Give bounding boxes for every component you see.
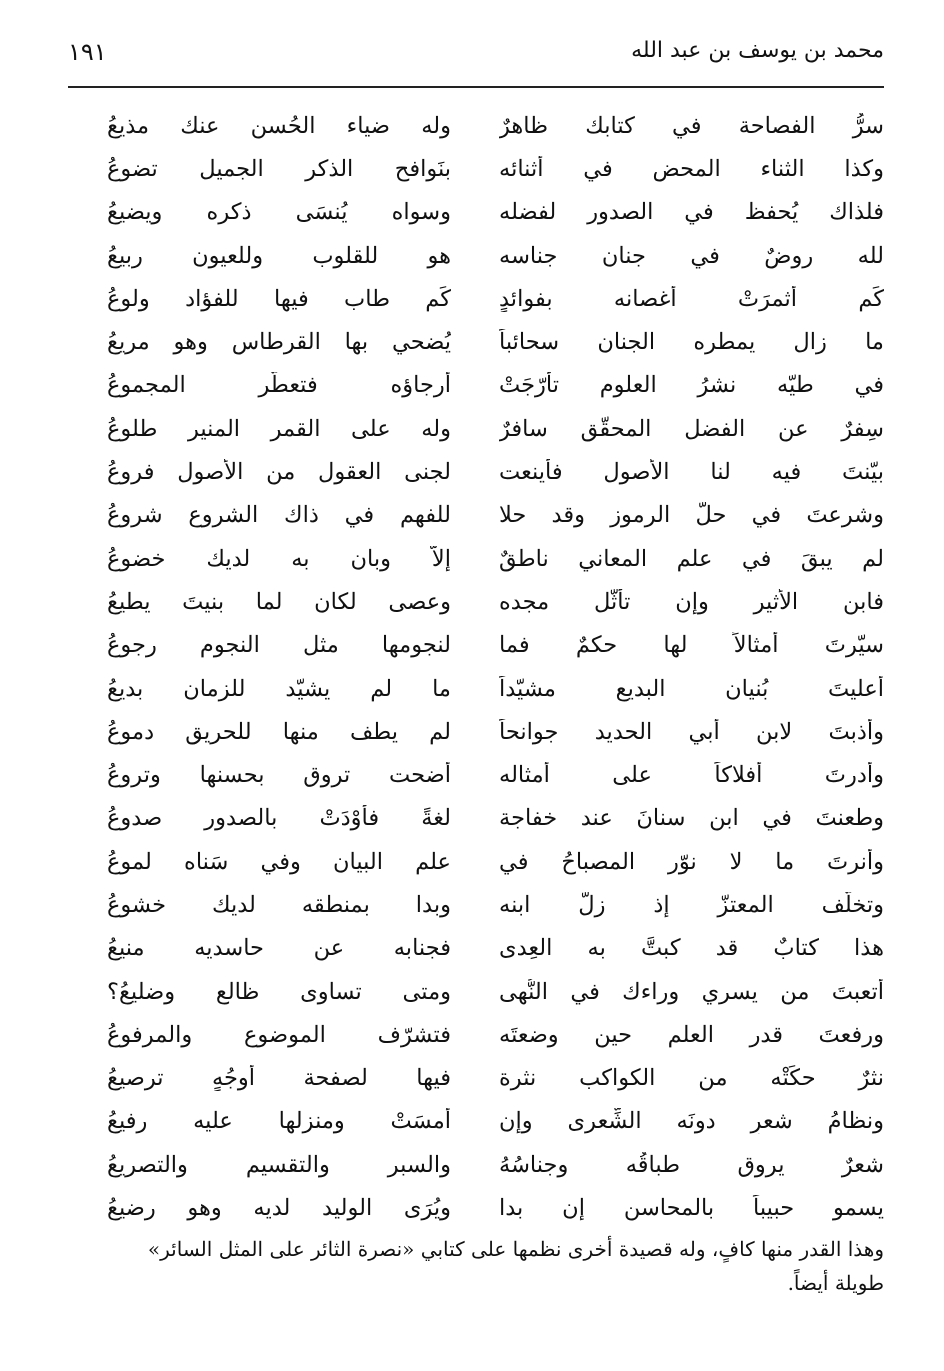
closing-line: وهذا القدر منها كافٍ، وله قصيدة أخرى نظمها على كتابي «نصرة الثائر على المثل السائر» — [147, 1237, 884, 1261]
verse-first-hemistich: لله روضٌ في جنان جناسه — [499, 242, 884, 269]
verse-row — [100, 494, 884, 537]
verse-second-hemistich: أرجاؤه فتعطّر المجموعُ — [107, 372, 451, 399]
page-header — [68, 34, 884, 84]
verse-row — [100, 1186, 884, 1229]
verse-first-hemistich: نثرٌ حكَتْه من الكواكب نثرة — [499, 1065, 884, 1092]
verse-row — [100, 667, 884, 710]
verse-second-hemistich: فيها لصفحة أوجُهٍ ترصيعُ — [107, 1065, 451, 1092]
verse-second-hemistich: وله ضياء الحُسن عنك مذيعُ — [107, 112, 451, 139]
verse-first-hemistich: يسمو حبيباً بالمحاسن إن بدا — [499, 1195, 884, 1222]
verse-second-hemistich: أضحت تروق بحسنها وتروعُ — [107, 762, 451, 789]
verse-row — [100, 277, 884, 320]
verse-second-hemistich: إلاّ وبان به لديك خضوعُ — [107, 545, 451, 572]
verse-first-hemistich: وأدرتَ أفلاكاً على أمثاله — [499, 762, 884, 789]
verse-row — [100, 1100, 884, 1143]
verse-row — [100, 234, 884, 277]
verse-row — [100, 580, 884, 623]
verse-first-hemistich: في طيّه نشرُ العلوم تأرّجَتْ — [499, 372, 884, 399]
verse-second-hemistich: كَم طاب فيها للفؤاد ولوعُ — [107, 285, 451, 312]
verse-row — [100, 191, 884, 234]
verse-row — [100, 1143, 884, 1186]
verse-first-hemistich: وطعنتَ في ابن سنانَ عند خفاجة — [499, 805, 884, 832]
verse-first-hemistich: سرُّ الفصاحة في كتابك ظاهرٌ — [499, 112, 884, 139]
verse-second-hemistich: فتشرّف الموضوع والمرفوعُ — [107, 1021, 451, 1048]
closing-line: طويلة أيضاً. — [787, 1271, 884, 1295]
verse-first-hemistich: سيّرتَ أمثالاً لها حكمٌ فما — [499, 632, 884, 659]
verse-second-hemistich: علم البيان وفي سَناه لموعُ — [107, 848, 451, 875]
verse-second-hemistich: ويُرَى الوليد لديه وهو رضيعُ — [107, 1195, 451, 1222]
verse-row — [100, 147, 884, 190]
verse-first-hemistich: هذا كتابٌ قد كبتَّ به العِدى — [499, 935, 884, 962]
verse-row — [100, 537, 884, 580]
verse-second-hemistich: لجنى العقول من الأصول فروعُ — [107, 459, 451, 486]
running-title: محمد بن يوسف بن عبد الله — [631, 38, 884, 63]
verse-first-hemistich: لم يبقَ في علم المعاني ناطقٌ — [499, 545, 884, 572]
closing-paragraph — [60, 1232, 884, 1300]
verse-first-hemistich: أتعبتَ من يسري وراءك في النُّهى — [499, 978, 884, 1005]
verse-second-hemistich: أمسَتْ ومنزلها عليه رفيعُ — [107, 1108, 451, 1135]
verse-second-hemistich: بنَوافح الذكر الجميل تضوعُ — [107, 155, 451, 182]
verse-first-hemistich: ونظامُ شعرٍ دونَه الشِّعرى وإن — [499, 1108, 884, 1135]
verse-second-hemistich: والسبر والتقسيم والتصريعُ — [107, 1151, 451, 1178]
verse-second-hemistich: وسواه يُنسَى ذكره ويضيعُ — [107, 199, 451, 226]
verse-second-hemistich: للفهم في ذاك الشروع شروعُ — [107, 502, 451, 529]
verse-second-hemistich: لغةً فأوْدَتْ بالصدور صدوعُ — [107, 805, 451, 832]
verse-first-hemistich: ورفعتَ قدر العلم حين وضعتَه — [499, 1021, 884, 1048]
verse-row — [100, 320, 884, 363]
verse-first-hemistich: ما زال يمطره الجنان سحائباً — [499, 329, 884, 356]
verse-row — [100, 883, 884, 926]
verse-second-hemistich: وعصى لكان لما بنيتَ يطيعُ — [107, 588, 451, 615]
verse-second-hemistich: يُضحي بها القرطاس وهو مريعُ — [107, 329, 451, 356]
verse-second-hemistich: لنجومها مثل النجوم رجوعُ — [107, 632, 451, 659]
verse-row — [100, 927, 884, 970]
verse-first-hemistich: أعليتَ بُنيان البديع مشيّداً — [499, 675, 884, 702]
verse-second-hemistich: ومتى تساوى ظالع وضليعُ؟ — [107, 978, 451, 1005]
verse-second-hemistich: لم يطف منها للحريق دموعُ — [107, 718, 451, 745]
verse-first-hemistich: فابن الأثير وإن تأثّل مجده — [499, 588, 884, 615]
verse-first-hemistich: شعرٌ يروق طباقُه وجناسُهُ — [499, 1151, 884, 1178]
verse-first-hemistich: وأنرتَ ما لا نوّر المصباحُ في — [499, 848, 884, 875]
verse-second-hemistich: وبدا بمنطقه لديك خشوعُ — [107, 891, 451, 918]
verse-row — [100, 797, 884, 840]
header-rule — [68, 86, 884, 88]
page-number: ١٩١ — [68, 38, 107, 66]
verse-row — [100, 753, 884, 796]
verse-second-hemistich: وله على القمر المنير طلوعُ — [107, 415, 451, 442]
verse-first-hemistich: وتخلّف المعتزّ إذ زلّ ابنه — [499, 891, 884, 918]
verse-first-hemistich: وأذبتَ لابن أبي الحديد جوانحاً — [499, 718, 884, 745]
verse-row — [100, 1057, 884, 1100]
verse-second-hemistich: هو للقلوب وللعيون ربيعُ — [107, 242, 451, 269]
poem — [100, 104, 884, 1230]
verse-row — [100, 450, 884, 493]
verse-row — [100, 364, 884, 407]
verse-row — [100, 1013, 884, 1056]
verse-second-hemistich: ما لم يشيّد للزمان بديعُ — [107, 675, 451, 702]
verse-first-hemistich: سِفرٌ عن الفضل المحقّق سافرٌ — [499, 415, 884, 442]
verse-first-hemistich: بيّنتَ فيه لنا الأصول فأينعت — [499, 459, 884, 486]
verse-row — [100, 624, 884, 667]
verse-second-hemistich: فجنابه عن حاسديه منيعُ — [107, 935, 451, 962]
verse-first-hemistich: وشرعتَ في حلّ الرموز وقد حلا — [499, 502, 884, 529]
verse-row — [100, 840, 884, 883]
verse-first-hemistich: كَم أثمرَتْ أغصانه بفوائدٍ — [499, 285, 884, 312]
verse-row — [100, 970, 884, 1013]
verse-row — [100, 407, 884, 450]
verse-row — [100, 710, 884, 753]
verse-first-hemistich: وكذا الثناء المحض في أثنائه — [499, 155, 884, 182]
verse-first-hemistich: فلذاك يُحفظ في الصدور لفضله — [499, 199, 884, 226]
verse-row — [100, 104, 884, 147]
